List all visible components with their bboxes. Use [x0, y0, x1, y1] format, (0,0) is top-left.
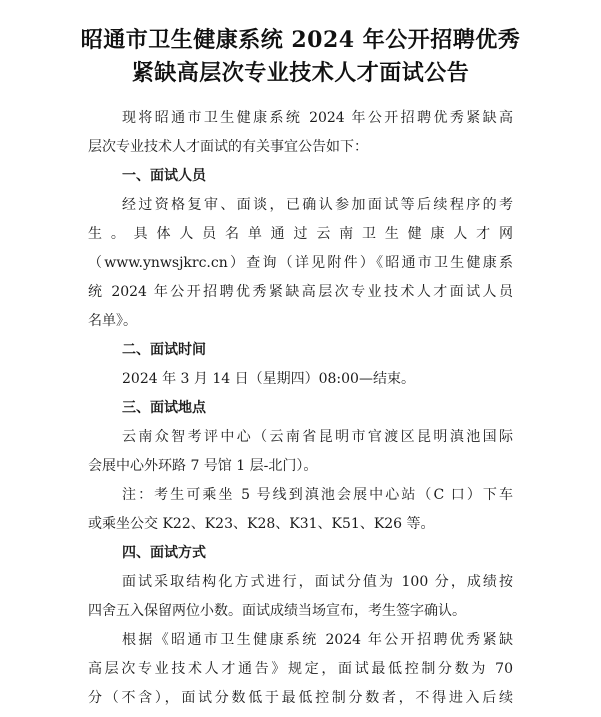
section1-line-2: 生。具体人员名单通过云南卫生健康人才网 [88, 226, 513, 242]
section3-note-line-2: 或乘坐公交 K22、K23、K28、K31、K51、K26 等。 [88, 516, 435, 532]
document-title-line-1: 昭通市卫生健康系统 2024 年公开招聘优秀 [80, 27, 521, 53]
section2-line-1: 2024 年 3 月 14 日（星期四）08:00—结束。 [122, 371, 415, 387]
section-heading-time: 二、面试时间 [122, 342, 206, 358]
section1-line-3: （www.ynwsjkrc.cn）查询（详见附件）《昭通市卫生健康系 [88, 255, 513, 271]
intro-line-1: 现将昭通市卫生健康系统 2024 年公开招聘优秀紧缺高 [122, 110, 513, 126]
section4-line-5: 分（不含），面试分数低于最低控制分数者，不得进入后续 [88, 690, 513, 706]
section4-line-4: 高层次专业技术人才通告》规定，面试最低控制分数为 70 [88, 661, 513, 677]
section-heading-interviewees: 一、面试人员 [122, 168, 206, 184]
document-title-line-2: 紧缺高层次专业技术人才面试公告 [131, 60, 470, 86]
section1-line-5: 名单》。 [88, 313, 137, 329]
section1-line-1: 经过资格复审、面谈，已确认参加面试等后续程序的考 [122, 197, 513, 213]
section4-line-2: 四舍五入保留两位小数。面试成绩当场宣布，考生签字确认。 [88, 603, 466, 619]
section1-line-4: 统 2024 年公开招聘优秀紧缺高层次专业技术人才面试人员 [88, 284, 513, 300]
section3-line-1: 云南众智考评中心（云南省昆明市官渡区昆明滇池国际 [122, 429, 513, 445]
section-heading-method: 四、面试方式 [122, 545, 206, 561]
section3-line-2: 会展中心外环路 7 号馆 1 层-北门）。 [88, 458, 318, 474]
section-heading-location: 三、面试地点 [122, 400, 206, 416]
section3-note-line-1: 注：考生可乘坐 5 号线到滇池会展中心站（C 口）下车 [122, 487, 513, 503]
section4-line-1: 面试采取结构化方式进行，面试分值为 100 分，成绩按 [122, 574, 513, 590]
intro-line-2: 层次专业技术人才面试的有关事宜公告如下： [88, 139, 368, 155]
section4-line-3: 根据《昭通市卫生健康系统 2024 年公开招聘优秀紧缺 [122, 632, 513, 648]
